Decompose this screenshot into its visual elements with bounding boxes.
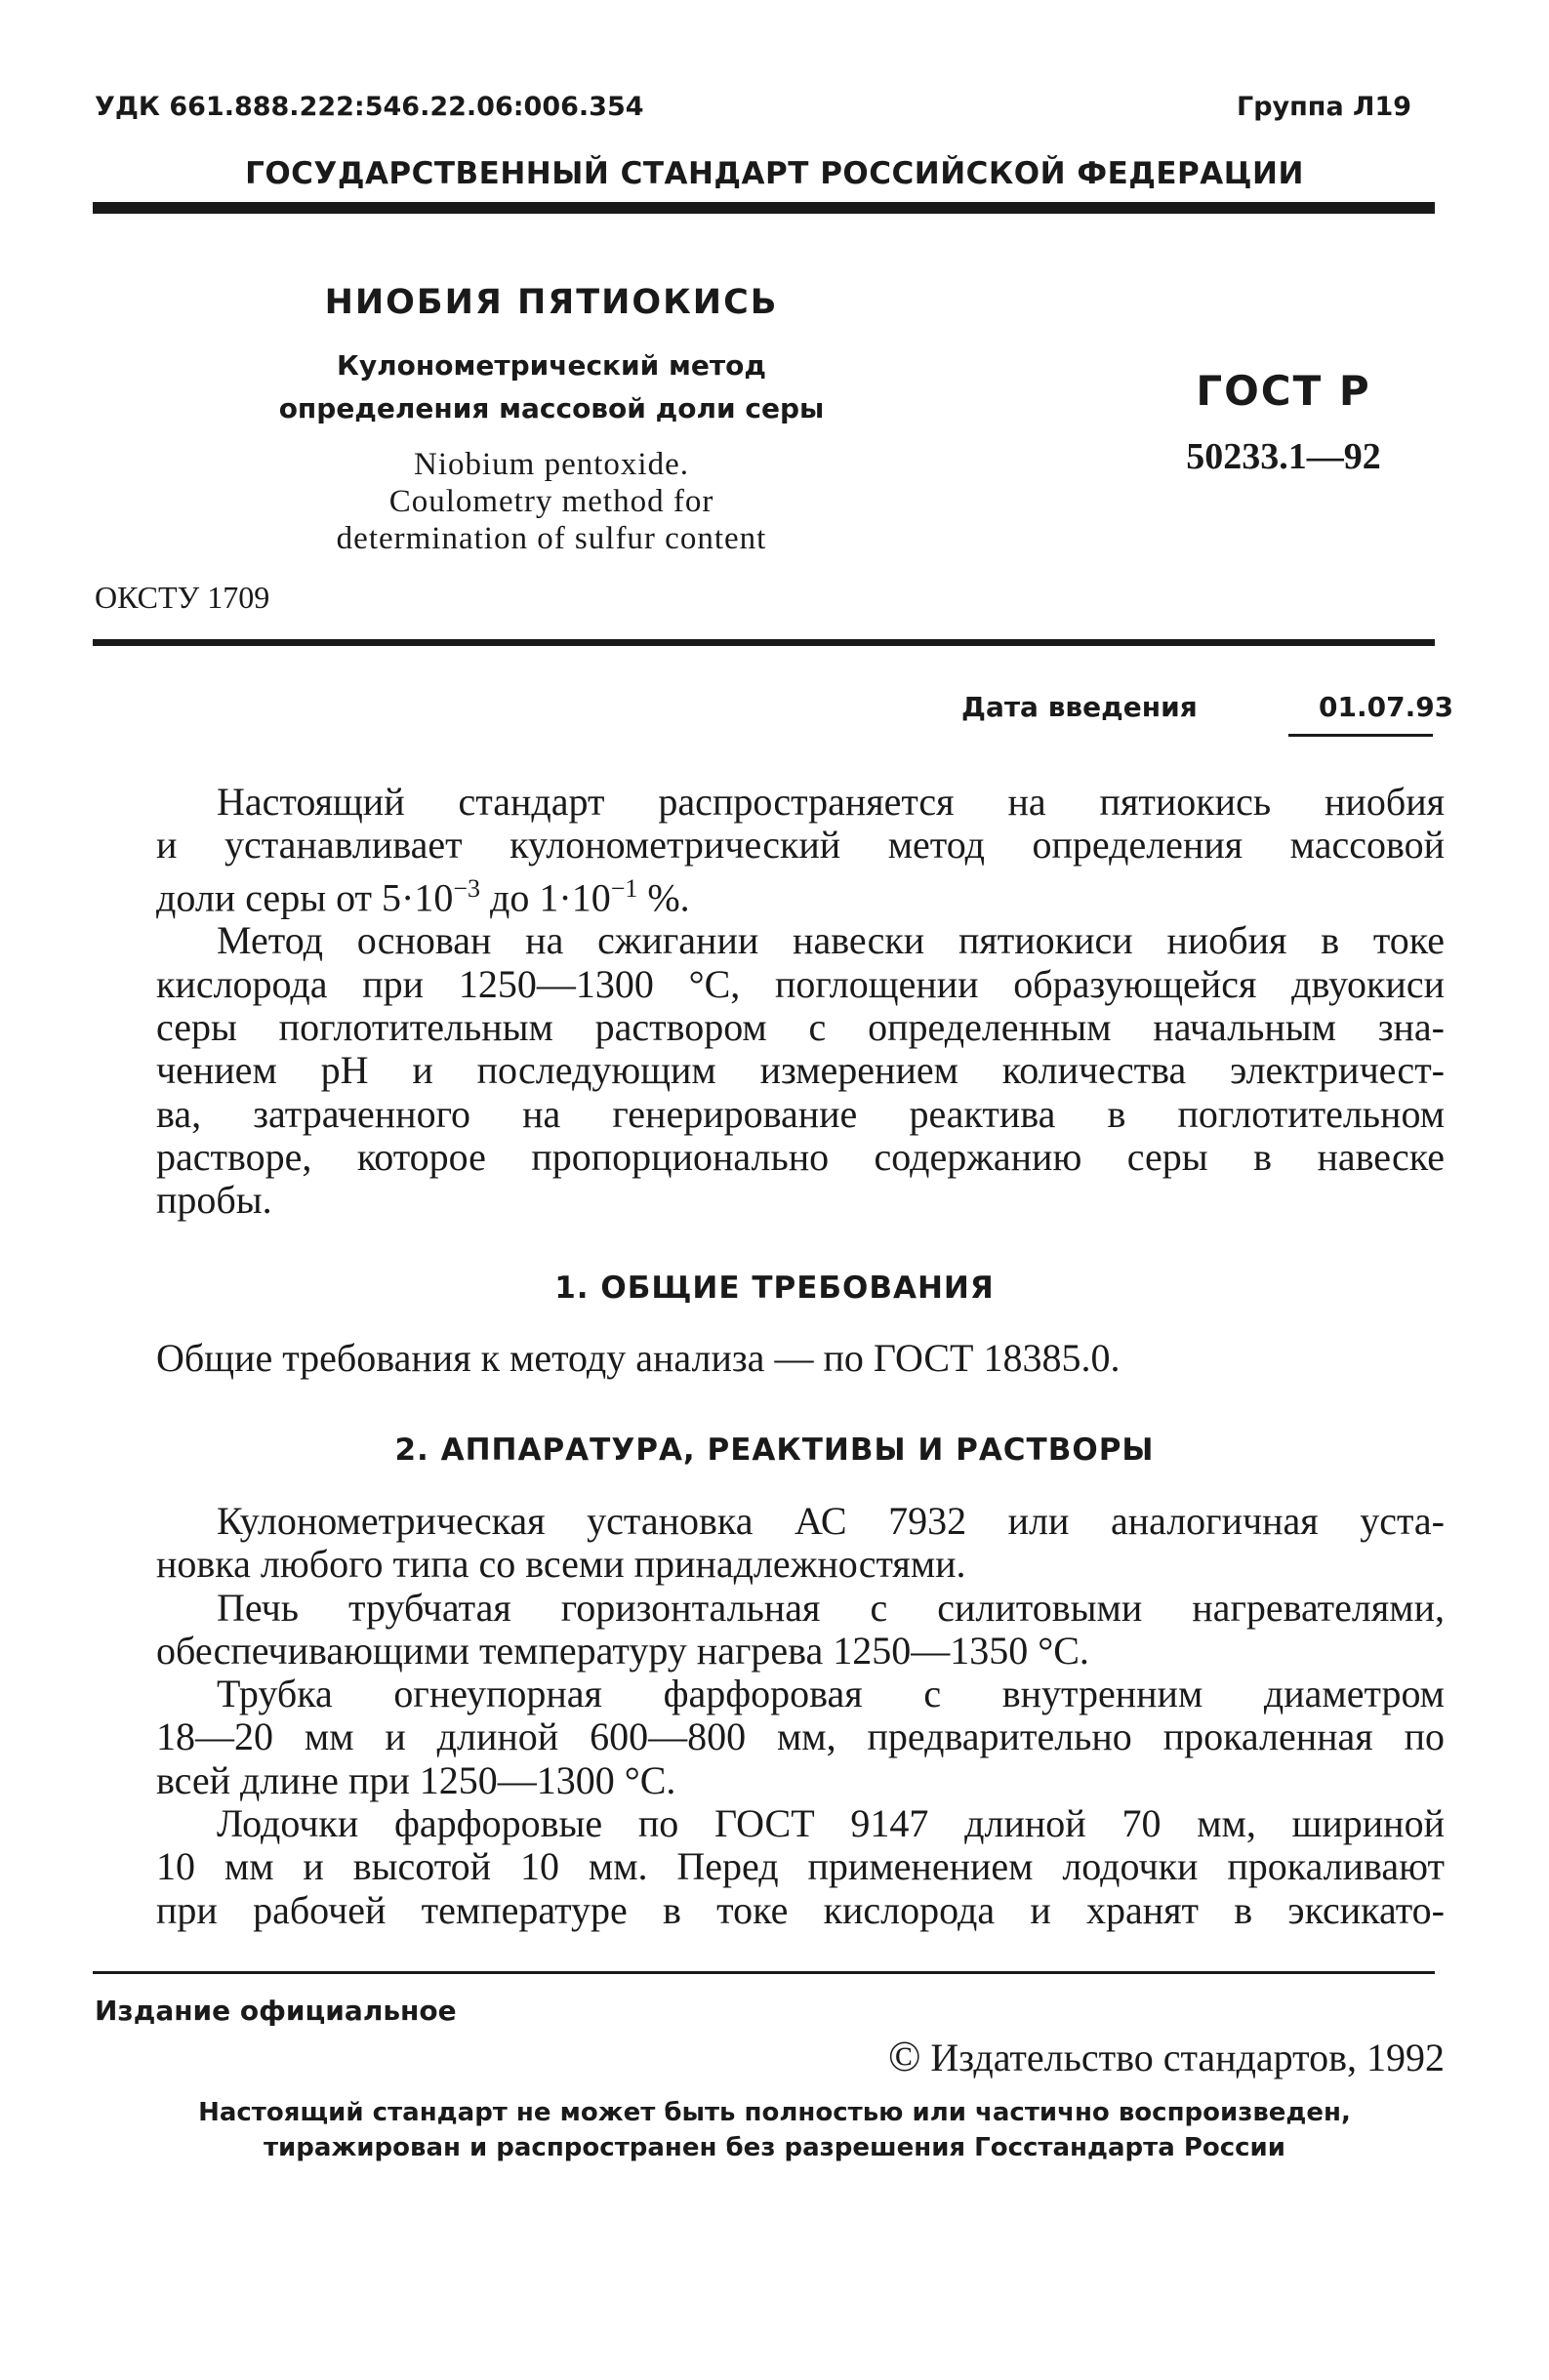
- gost-label: ГОСТ Р: [1196, 367, 1371, 415]
- text-line: и устанавливает кулонометрический метод определения массовой: [156, 823, 1445, 867]
- title-en-line1: Niobium pentoxide.: [414, 447, 689, 482]
- section-1-text: Общие требования к методу анализа — по ГОСТ 18385.0.: [156, 1336, 1121, 1380]
- group-code: Группа Л19: [1237, 92, 1412, 122]
- intro-date-rule: [1288, 734, 1433, 737]
- udk-code: УДК 661.888.222:546.22.06:006.354: [95, 92, 644, 122]
- title-sub-line1: Кулонометрический метод: [337, 349, 766, 382]
- section-2-heading: 2. АППАРАТУРА, РЕАКТИВЫ И РАСТВОРЫ: [394, 1432, 1155, 1468]
- section-1-heading: 1. ОБЩИЕ ТРЕБОВАНИЯ: [554, 1271, 995, 1306]
- exponent: −3: [453, 873, 481, 903]
- gost-number: 50233.1—92: [1186, 436, 1381, 477]
- title-main: НИОБИЯ ПЯТИОКИСЬ: [324, 283, 779, 322]
- title-en-line2: Coulometry method for: [388, 484, 714, 519]
- intro-date-value: 01.07.93: [1319, 691, 1454, 723]
- title-block-rule: [93, 639, 1435, 646]
- formula-part: доли серы от 5·10: [156, 874, 454, 919]
- okstu-code: ОКСТУ 1709: [95, 580, 270, 615]
- text-line: пробы.: [156, 1178, 272, 1223]
- intro-paragraph-2: [156, 919, 1445, 1222]
- copyright-text: Издательство стандартов, 1992: [930, 2036, 1445, 2079]
- formula-part: %.: [637, 874, 690, 919]
- text-line: Трубка огнеупорная фарфоровая с внутренним диаметром: [217, 1672, 1445, 1716]
- copyright-notice-line2: тиражирован и распространен без разрешения Госстандарта России: [263, 2133, 1285, 2162]
- text-line: Лодочки фарфоровые по ГОСТ 9147 длиной 70 мм, шириной: [217, 1801, 1445, 1846]
- text-line: чением pH и последующим измерением количества электричест-: [156, 1048, 1445, 1093]
- copyright-symbol: ©: [887, 2033, 921, 2080]
- section-2-paragraph-3: [156, 1673, 1445, 1802]
- text-line: Метод основан на сжигании навески пятиокиси ниобия в токе: [217, 918, 1445, 963]
- official-edition: Издание официальное: [95, 1995, 457, 2027]
- text-line-formula: [156, 867, 1445, 920]
- copyright-line: [752, 2032, 1445, 2081]
- text-line: 10 мм и высотой 10 мм. Перед применением лодочки прокаливают: [156, 1844, 1445, 1889]
- footer-rule: [93, 1971, 1435, 1974]
- section-2-paragraph-2: [156, 1587, 1445, 1674]
- intro-paragraph-1: [156, 781, 1445, 919]
- document-body: [156, 781, 1445, 1222]
- section-2-body: [156, 1500, 1445, 1932]
- text-line: серы поглотительным раствором с определенным начальным зна-: [156, 1004, 1445, 1049]
- text-line: Настоящий стандарт распространяется на пятиокись ниобия: [217, 780, 1445, 824]
- text-line: при рабочей температуре в токе кислорода и хранят в эксикато-: [156, 1887, 1445, 1932]
- section-2-paragraph-1: [156, 1500, 1445, 1587]
- title-sub-line2: определения массовой доли серы: [278, 392, 825, 424]
- text-line: всей длине при 1250—1300 °С.: [156, 1757, 676, 1802]
- copyright-notice-line1: Настоящий стандарт не может быть полностью или частично воспроизведен,: [198, 2098, 1351, 2127]
- intro-date-label: Дата введения: [961, 691, 1198, 723]
- section-2-paragraph-4: [156, 1802, 1445, 1932]
- title-en-line3: determination of sulfur content: [336, 521, 767, 556]
- text-line: 18—20 мм и длиной 600—800 мм, предварительно прокаленная по: [156, 1714, 1445, 1759]
- formula-part: до 1·10: [480, 874, 611, 919]
- header-thick-rule: [93, 202, 1435, 214]
- text-line: растворе, которое пропорционально содержанию серы в навеске: [156, 1134, 1445, 1179]
- exponent: −1: [610, 873, 638, 903]
- state-standard-title: ГОСУДАРСТВЕННЫЙ СТАНДАРТ РОССИЙСКОЙ ФЕДЕРАЦИИ: [245, 156, 1304, 191]
- text-line: кислорода при 1250—1300 °С, поглощении образующейся двуокиси: [156, 961, 1445, 1006]
- text-line: ва, затраченного на генерирование реактива в поглотительном: [156, 1091, 1445, 1136]
- text-line: обеспечивающими температуру нагрева 1250—1350 °С.: [156, 1628, 1089, 1673]
- text-line: новка любого типа со всеми принадлежностями.: [156, 1542, 966, 1587]
- text-line: Печь трубчатая горизонтальная с силитовыми нагревателями,: [217, 1585, 1445, 1630]
- text-line: Кулонометрическая установка АС 7932 или аналогичная уста-: [217, 1499, 1445, 1543]
